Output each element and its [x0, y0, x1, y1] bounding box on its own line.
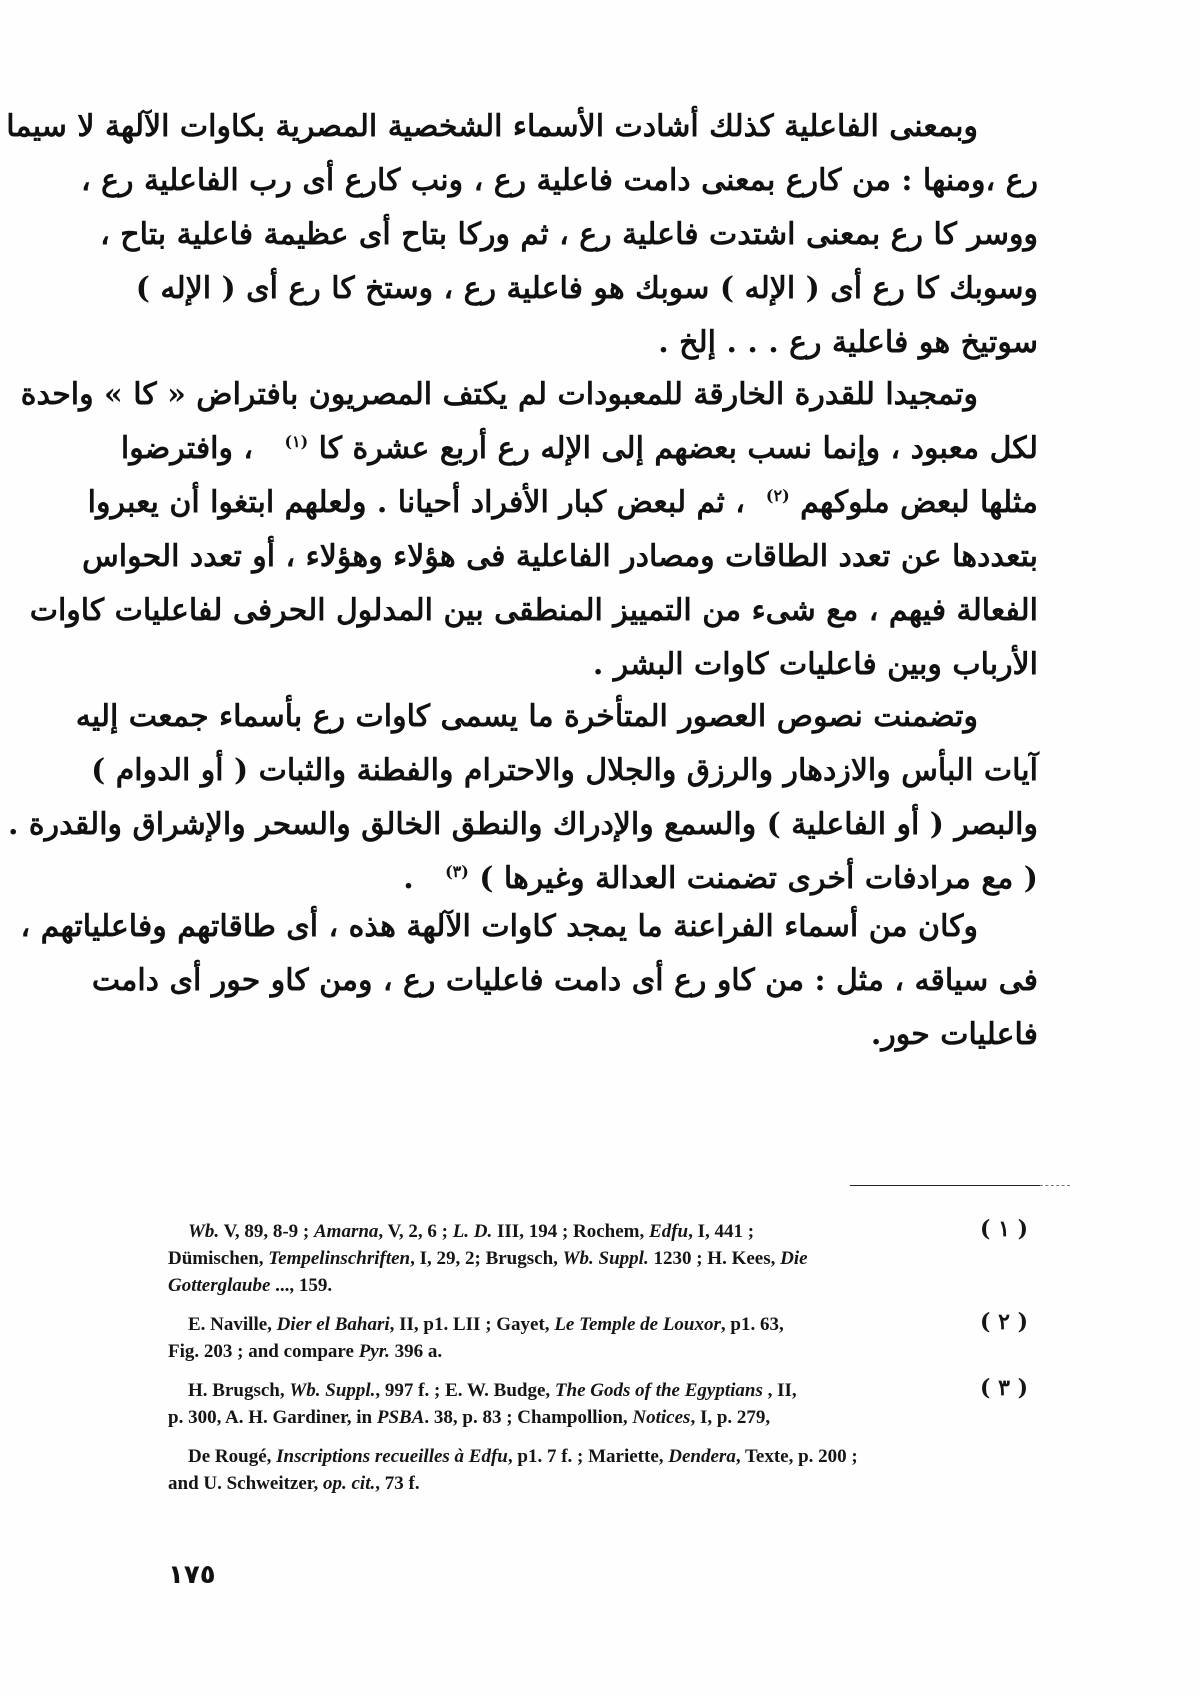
text-line: وسوبك كا رع أى ( الإله ) سوبك هو فاعلية رع ، وستخ كا رع أى ( الإله ) — [135, 271, 1038, 306]
page-number: ١٧٥ — [168, 1560, 216, 1590]
paragraph-3 — [8, 690, 1038, 906]
footnote-line: p. 300, A. H. Gardiner, in PSBA. 38, p. 83 ; Champollion, Notices, I, p. 279, — [168, 1407, 771, 1428]
text-line: الفعالة فيهم ، مع شىء من التمييز المنطقى بين المدلول الحرفى لفاعليات كاوات — [29, 593, 1038, 628]
text-segment: ، ثم لبعض كبار الأفراد أحيانا . ولعلهم ابتغوا أن يعبروا — [87, 485, 745, 520]
footnote-line: Dümischen, Tempelinschriften, I, 29, 2; Brugsch, Wb. Suppl. 1230 ; H. Kees, Die — [168, 1248, 808, 1269]
footnote-1 — [168, 1218, 1028, 1299]
text-line: وتضمنت نصوص العصور المتأخرة ما يسمى كاوات رع بأسماء جمعت إليه — [75, 699, 978, 734]
footnote-ref-3[interactable]: (٣) — [445, 862, 469, 881]
text-line: فاعليات حور. — [870, 1017, 1038, 1052]
text-line — [120, 422, 1038, 476]
text-segment: . — [403, 861, 414, 896]
footnote-marker: ( ٢ ) — [980, 1309, 1028, 1335]
text-segment: مثلها لبعض ملوكهم — [800, 485, 1038, 520]
footnote-line: Gotterglaube ..., 159. — [168, 1275, 333, 1296]
footnote-ref-2[interactable]: (٢) — [765, 486, 790, 505]
footnote-2 — [168, 1311, 1028, 1365]
footnote-line: and U. Schweitzer, op. cit., 73 f. — [168, 1473, 420, 1494]
footnote-marker: ( ١ ) — [980, 1216, 1028, 1242]
text-line: فى سياقه ، مثل : من كاو رع أى دامت فاعليات رع ، ومن كاو حور أى دامت — [91, 963, 1038, 998]
footnote-marker: ( ٣ ) — [980, 1375, 1028, 1401]
footnote-3-continued — [168, 1443, 1028, 1497]
text-line: وكان من أسماء الفراعنة ما يمجد كاوات الآلهة هذه ، أى طاقاتهم وفاعلياتهم ، — [20, 909, 978, 944]
paragraph-4 — [20, 900, 1038, 1062]
footnote-line: De Rougé, Inscriptions recueilles à Edfu, p1. 7 f. ; Mariette, Dendera, Texte, p. 200 ; — [188, 1446, 858, 1467]
text-line: آيات البأس والازدهار والرزق والجلال والاحترام والفطنة والثبات ( أو الدوام ) — [91, 753, 1038, 788]
text-line: الأرباب وبين فاعليات كاوات البشر . — [592, 647, 1038, 682]
text-line: سوتيخ هو فاعلية رع . . . إلخ . — [658, 325, 1038, 360]
paragraph-2 — [20, 368, 1038, 692]
footnotes-section — [168, 1218, 1028, 1509]
text-line: بتعددها عن تعدد الطاقات ومصادر الفاعلية فى هؤلاء وهؤلاء ، أو تعدد الحواس — [82, 539, 1038, 574]
footnote-line: Fig. 203 ; and compare Pyr. 396 a. — [168, 1341, 443, 1362]
footnote-ref-1[interactable]: (١) — [284, 432, 309, 451]
footnote-separator-rule — [850, 1185, 1040, 1186]
text-line — [168, 852, 1038, 906]
footnote-line: H. Brugsch, Wb. Suppl., 997 f. ; E. W. Budge, The Gods of the Egyptians , II, — [188, 1380, 797, 1401]
text-line: ووسر كا رع بمعنى اشتدت فاعلية رع ، ثم وركا بتاح أى عظيمة فاعلية بتاح ، — [100, 217, 1038, 252]
text-line: وتمجيدا للقدرة الخارقة للمعبودات لم يكتف المصريون بافتراض « كا » واحدة — [20, 377, 978, 412]
text-segment: ، وافترضوا — [120, 431, 254, 466]
text-line — [87, 476, 1038, 530]
paragraph-1 — [6, 100, 1038, 370]
text-segment: لكل معبود ، وإنما نسب بعضهم إلى الإله رع أربع عشرة كا — [318, 431, 1038, 466]
text-line: والبصر ( أو الفاعلية ) والسمع والإدراك والنطق الخالق والسحر والإشراق والقدرة . — [8, 807, 1038, 842]
footnote-line: Wb. V, 89, 8-9 ; Amarna, V, 2, 6 ; L. D. III, 194 ; Rochem, Edfu, I, 441 ; — [188, 1221, 755, 1242]
footnote-3 — [168, 1377, 1028, 1431]
text-segment: ( مع مرادفات أخرى تضمنت العدالة وغيرها ) — [479, 861, 1038, 896]
footnote-line: E. Naville, Dier el Bahari, II, p1. LII ; Gayet, Le Temple de Louxor, p1. 63, — [188, 1314, 784, 1335]
text-line: وبمعنى الفاعلية كذلك أشادت الأسماء الشخصية المصرية بكاوات الآلهة لا سيما — [6, 109, 978, 144]
text-line: رع ،ومنها : من كارع بمعنى دامت فاعلية رع ، ونب كارع أى رب الفاعلية رع ، — [81, 163, 1038, 198]
